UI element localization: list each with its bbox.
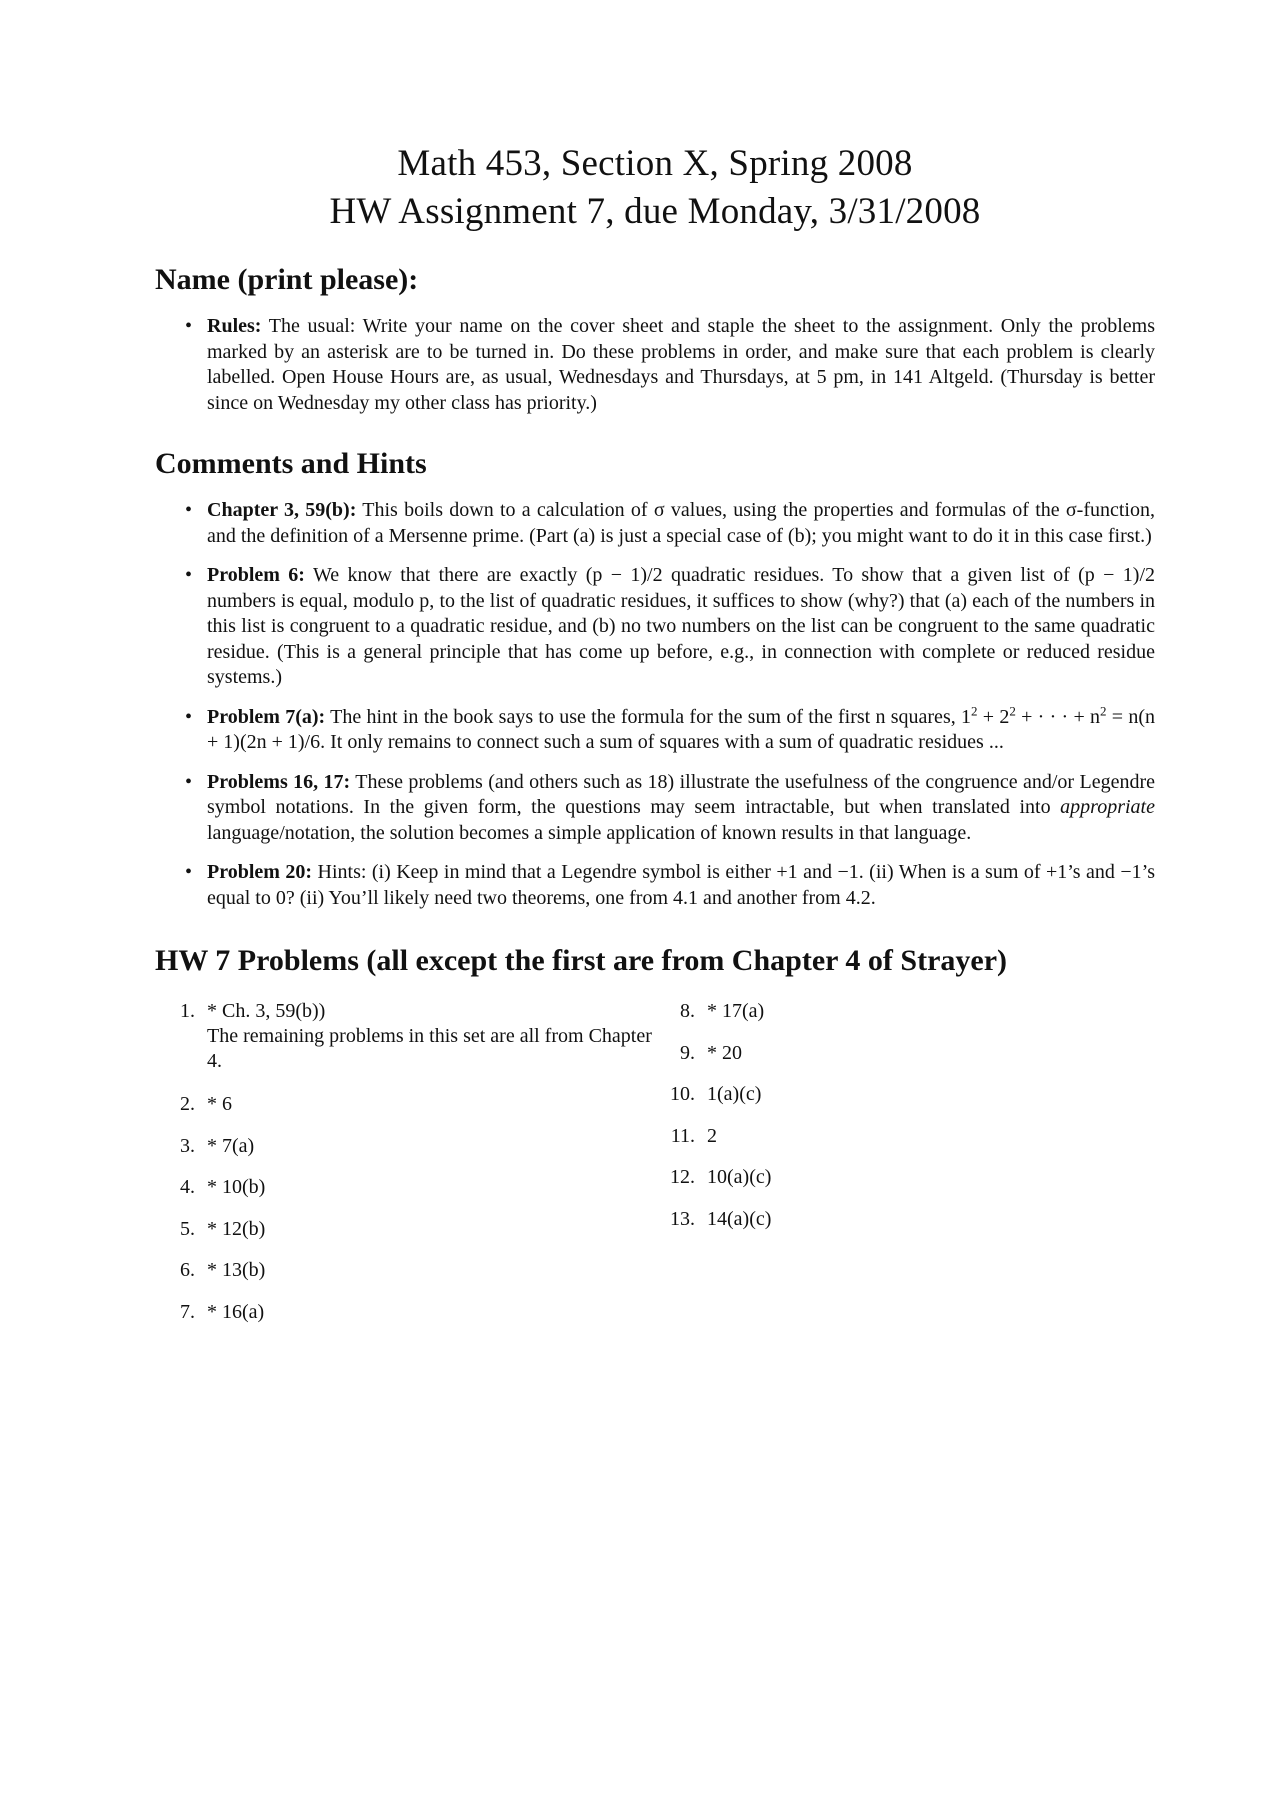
hint-text: + · · · + n [1015, 705, 1100, 728]
title-block [155, 140, 1155, 236]
bullet-icon: • [185, 499, 193, 521]
problem-list [155, 999, 1155, 1339]
hint-text: Hints: (i) Keep in mind that a Legendre symbol is either +1 and −1. (ii) When is a sum of +1’s and −1’s equal to 0? (ii) You’ll likely need two theorems, one from 4.1 and another from 4.2. [207, 861, 1156, 909]
problem-text: * 17(a) [707, 1000, 765, 1022]
bullet-icon: • [185, 315, 193, 337]
problem-text: 14(a)(c) [707, 1207, 772, 1230]
hint-label: Problem 7(a): [207, 705, 326, 728]
problem-text: * 13(b) [207, 1259, 266, 1281]
problem-column-right [655, 999, 955, 1248]
problem-number: 7. [180, 1300, 195, 1323]
problem-number: 5. [180, 1217, 195, 1240]
course-title: Math 453, Section X, Spring 2008 [397, 143, 913, 184]
rules-label: Rules: [207, 315, 262, 337]
name-heading: Name (print please): [155, 263, 419, 296]
problem-item [655, 1124, 955, 1166]
problem-number: 12. [670, 1166, 695, 1188]
problem-text: * 16(a) [207, 1300, 265, 1323]
exponent: 2 [971, 702, 978, 718]
problem-text: * 6 [207, 1093, 232, 1115]
hint-item [185, 770, 1155, 847]
problem-item [155, 1175, 655, 1217]
problem-item [655, 999, 955, 1041]
hint-text: We know that there are exactly (p − 1)/2 quadratic residues. To show that a given list of (p − 1)/2 numbers is equal, modulo p, to the list of quadratic residues, it suffices to show (why?) that (a) each of the numbers in this list is congruent to a quadratic residue, and (b) no two numbers on the list can be congruent to the same quadratic residue. (This is a general principle that has come up before, e.g., in connection with complete or reduced residue systems.) [207, 564, 1155, 688]
comments-heading: Comments and Hints [155, 447, 427, 480]
problem-item [155, 1092, 655, 1134]
hint-text: This boils down to a calculation of σ values, using the properties and formulas of the σ-function, and the definition of a Mersenne prime. (Part (a) is just a special case of (b); you might want to do it in this case first.) [207, 499, 1155, 547]
hint-item [185, 498, 1155, 549]
hint-text: language/notation, the solution becomes a simple application of known results in that language. [207, 821, 972, 844]
bullet-icon: • [185, 770, 193, 793]
problem-text: 2 [707, 1124, 717, 1147]
problem-number: 8. [680, 1000, 695, 1022]
exponent: 2 [1100, 702, 1107, 718]
problem-number: 2. [180, 1093, 195, 1115]
rules-item [185, 314, 1155, 416]
problem-item [155, 1217, 655, 1259]
hint-item [185, 702, 1155, 756]
bullet-icon: • [185, 861, 193, 883]
problem-item [155, 1300, 655, 1342]
hint-label: Problem 20: [207, 861, 313, 883]
problem-number: 6. [180, 1259, 195, 1281]
rules-text: The usual: Write your name on the cover sheet and staple the sheet to the assignment. Only the problems marked by an asterisk are to be turned in. Do these problems in order, and make sure that each problem is clearly labelled. Open House Hours are, as usual, Wednesdays and Thursdays, at 5 pm, in 141 Altgeld. (Thursday is better since on Wednesday my other class has priority.) [207, 315, 1155, 414]
problem-number: 1. [180, 1000, 195, 1022]
bullet-icon: • [185, 705, 193, 728]
problem-number: 13. [670, 1207, 695, 1230]
problem-text: * Ch. 3, 59(b)) [207, 1000, 326, 1022]
problem-text: * 7(a) [207, 1134, 255, 1157]
hint-item [185, 860, 1156, 911]
problems-heading: HW 7 Problems (all except the first are from Chapter 4 of Strayer) [155, 944, 1008, 977]
hint-text: The hint in the book says to use the formula for the sum of the first n squares, 1 [325, 705, 971, 728]
problem-item [155, 1258, 655, 1300]
problem-number: 11. [670, 1124, 695, 1147]
problem-item [655, 1082, 955, 1124]
hint-text: + 2 [977, 705, 1010, 728]
hint-label: Problem 6: [207, 564, 305, 586]
problem-text: * 12(b) [207, 1217, 266, 1240]
exponent: 2 [1009, 702, 1016, 718]
problem-item [655, 1165, 955, 1207]
homework-page [155, 140, 1155, 1339]
problem-item [155, 999, 655, 1032]
problem-text: 1(a)(c) [707, 1083, 762, 1105]
problem-item [155, 1134, 655, 1176]
problem-text: 10(a)(c) [707, 1166, 772, 1188]
rules-list [155, 314, 1155, 416]
hint-text: = n(n + 1)(2n + 1)/6. It only remains to connect such a sum of squares with a sum of quadratic residues ... [207, 705, 1155, 753]
problem-number: 4. [180, 1176, 195, 1198]
problem-note: The remaining problems in this set are all from Chapter 4. [207, 1025, 652, 1072]
problem-number: 3. [180, 1134, 195, 1157]
bullet-icon: • [185, 564, 193, 586]
hint-text: These problems (and others such as 18) illustrate the usefulness of the congruence and/or Legendre symbol notations. In the given form, the questions may seem intractable, but when translated into [207, 770, 1155, 818]
problem-column-left [155, 999, 655, 1341]
comments-list [155, 498, 1155, 911]
problem-number: 10. [670, 1083, 695, 1105]
emphasis-text: appropriate [1060, 796, 1155, 818]
problem-text: * 20 [707, 1041, 742, 1064]
hint-item [185, 563, 1155, 691]
problem-item [655, 1207, 955, 1249]
hint-label: Problems 16, 17: [207, 770, 351, 793]
hint-label: Chapter 3, 59(b): [207, 499, 357, 521]
assignment-title: HW Assignment 7, due Monday, 3/31/2008 [329, 191, 981, 232]
problem-item [655, 1041, 955, 1083]
problem-text: * 10(b) [207, 1176, 266, 1198]
problem-number: 9. [680, 1041, 695, 1064]
